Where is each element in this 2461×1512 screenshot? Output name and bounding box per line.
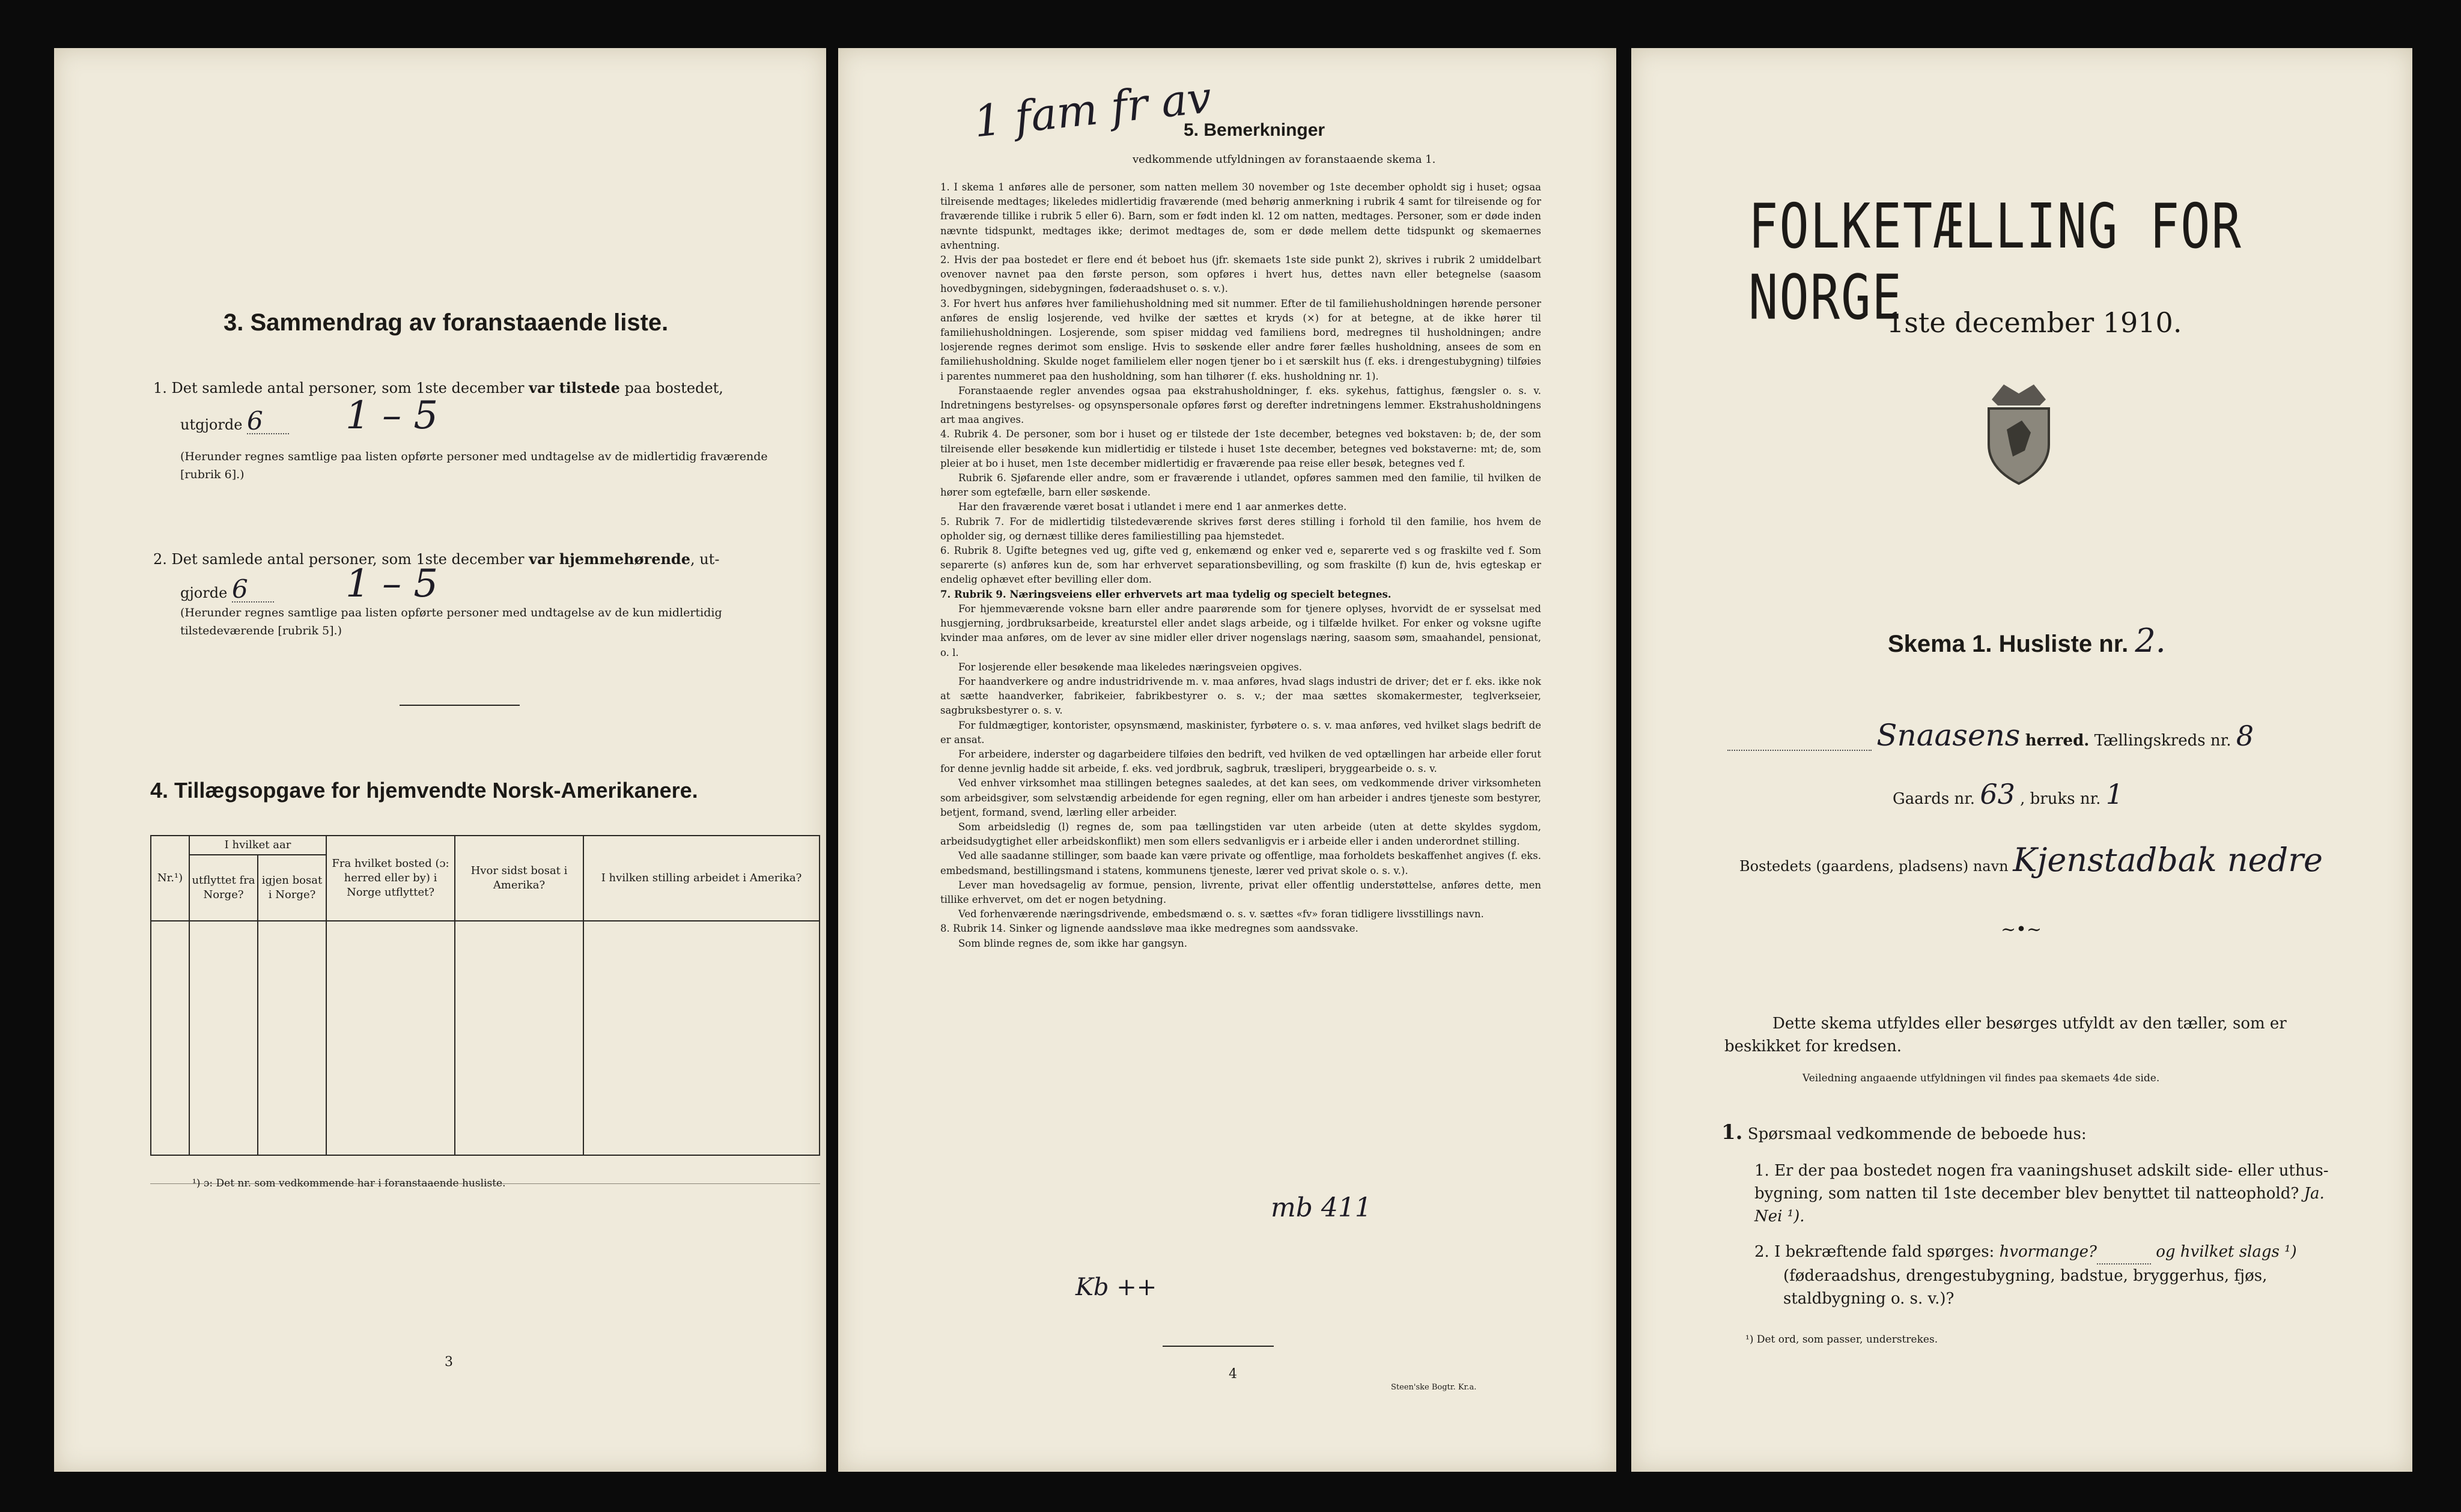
remark: For hjemmeværende voksne barn eller andre paarørende som for tjenere oplyses, hvorvidt de er sysselsat med husgjerning, jordbruksarbeide, kreaturstel eller andet slags arbeide, og i tilfælde hvilket. For enker og voksne ugifte kvinder maa anføres, om de lever av sine midler eller driver nogenslags næring, saasom søm, smaahandel, pensionat, o. l. [940, 603, 1541, 658]
item1-text-b: paa bostedet, [619, 380, 723, 396]
remark: 4. Rubrik 4. De personer, som bor i huset og er tilstede der 1ste december, betegnes ved bokstaven: b; de, der som tilreisende eller besøkende kun midlertidig er tilstede i huset 1ste december, betegnes ved bokstaverne: mt; de, som pleier at bo i huset, men 1ste december midlertidig er fraværende paa reise eller besøk, betegnes ved f. [940, 428, 1541, 469]
col-nr: Nr.¹) [151, 836, 189, 921]
remark: 3. For hvert hus anføres hver familiehusholdning med sit nummer. Efter de til familiehusholdningen hørende personer anføres de enslig losjerende, ved hvilke der sættes et kryds (×) for at betegne, at de ikke hører til familiehusholdningen. Losjerende, som spiser middag ved familiens bord, medregnes til husholdningen; andre losjerende regnes derimot som enslige. Hvis to søskende eller andre fører fælles husholdning, ansees de som en familiehusholdning. Skulde noget familielem eller nogen tjener bo i et særskilt hus (f. eks. i drengestubygning) tilføies i parentes nummeret paa den husholdning, som han tilhører (f. eks. husholdning nr. 1). [940, 297, 1541, 382]
divider [400, 705, 520, 706]
remark: 8. Rubrik 14. Sinker og lignende aandssløve maa ikke medregnes som aandssvake. [940, 923, 1358, 935]
remark: Ved enhver virksomhet maa stillingen betegnes saaledes, at det kan sees, om vedkommende driver virksomheten som arbeidsgiver, som selvstændig arbeidende for egen regning, eller om han arbeider i andres tjeneste som bestyrer, betjent, formand, svend, lærling eller arbeider. [940, 777, 1541, 818]
q2-hvormange: hvormange? [1999, 1243, 2097, 1261]
remark: 7. Rubrik 9. Næringsveiens eller erhvervets art maa tydelig og specielt betegnes. [940, 588, 1392, 600]
table-cell[interactable] [326, 921, 455, 1155]
remark: 1. I skema 1 anføres alle de personer, som natten mellem 30 november og 1ste december opholdt sig i huset; ogsaa tilreisende medtages; likeledes midlertidig fraværende (med behørig anmerkning i rubrik 4 samt for tilreisende og for fraværende tillike i rubrik 5 eller 6). Barn, som er født inden kl. 12 om natten, medtages. Personer, som er døde inden nævnte tidspunkt, medtages ikke; derimot medtages de, som er døde mellem dette tidspunkt og skemaernes avhentning. [940, 181, 1541, 251]
remark: For arbeidere, inderster og dagarbeidere tilføies den bedrift, ved hvilken de ved optællingen har arbeide eller forut for denne jevnlig hadde sit arbeide, f. eks. ved jordbruk, sagbruk, træsliperi, bryggearbeide o. s. v. [940, 748, 1541, 775]
q1-answer: Ja. Nei ¹). [1754, 1185, 2325, 1225]
remark: 6. Rubrik 8. Ugifte betegnes ved ug, gifte ved g, enkemænd og enker ved e, separerte ved s og fraskilte ved f. Som separerte (s) anføres kun de, som har erhvervet separationsbevilling, og som fraskilte (f) kun de, hvis egteskap er endelig ophævet efter bevilling eller dom. [940, 545, 1541, 586]
q2-text: 2. I bekræftende fald spørges: [1754, 1243, 2000, 1261]
section4-heading: 4. Tillægsopgave for hjemvendte Norsk-Amerikanere. [150, 778, 698, 803]
remark: For losjerende eller besøkende maa likeledes næringsveien opgives. [958, 661, 1302, 673]
divider [1163, 1346, 1274, 1347]
item2-text-b: , ut- [690, 551, 720, 568]
coat-of-arms-icon [1980, 378, 2058, 487]
item1-label: utgjorde [180, 416, 243, 433]
bosted-value: Kjenstadbak nedre [2013, 841, 2323, 879]
table-body [151, 921, 820, 1155]
guidance-text: Veiledning angaaende utfyldningen vil findes paa skemaets 4de side. [1802, 1072, 2160, 1084]
bosted-label: Bostedets (gaardens, pladsens) navn [1739, 858, 2009, 875]
schema-label: Skema 1. Husliste nr. [1888, 631, 2129, 657]
remark: Som arbeidsledig (l) regnes de, som paa tællingstiden var uten arbeide (uten at dette skyldes sygdom, arbeidsudygtighet eller arbeidskonflikt) men som ellers sedvanligvis er i arbeide eller i anden underordnet stilling. [940, 821, 1541, 848]
remarks-list [940, 180, 1541, 951]
herred-line [1727, 718, 2254, 753]
remark: Lever man hovedsagelig av formue, pension, livrente, privat eller offentlig understøttelse, anføres dette, men tillike erhvervet, om det er nogen betydning. [940, 879, 1541, 905]
item2-bold: var hjemmehørende [529, 550, 690, 568]
table-cell[interactable] [258, 921, 326, 1155]
kreds-label: Tællingskreds nr. [2094, 732, 2231, 750]
remark: Rubrik 6. Sjøfarende eller andre, som er fraværende i utlandet, opføres sammen med den familie, til hvilken de hører som egtefælle, barn eller søskende. [940, 472, 1541, 499]
table-cell[interactable] [189, 921, 258, 1155]
right-page [1631, 48, 2412, 1472]
herred-label: herred. [2025, 732, 2090, 750]
schema-line [1888, 622, 2166, 660]
remark: Ved alle saadanne stillinger, som baade kan være private og offentlige, maa forholdets beskaffenhet angives (f. eks. embedsmand, bestillingsmand i statens, kommunens tjeneste, lærer ved privat skole o. s. v.). [940, 850, 1541, 876]
handwritten-annotation: mb 411 [1271, 1192, 1372, 1223]
col-last-residence: Hvor sidst bosat i Amerika? [455, 836, 583, 921]
intro-text: Dette skema utfyldes eller besørges utfyldt av den tæller, som er beskikket for kredsen. [1724, 1015, 2287, 1055]
left-page [54, 48, 826, 1472]
bemerkninger-subheading: vedkommende utfyldningen av foranstaaende skema 1. [1133, 153, 1436, 166]
remark: Ved forhenværende næringsdrivende, embedsmænd o. s. v. sættes «fv» foran tidligere livsstillings navn. [958, 908, 1484, 920]
section3-item1 [153, 375, 784, 401]
item2-text: 2. Det samlede antal personer, som 1ste december [153, 551, 529, 568]
remark: Har den fraværende været bosat i utlandet i mere end 1 aar anmerkes dette. [958, 501, 1347, 513]
section3-item2 [153, 547, 784, 572]
bemerkninger-heading: 5. Bemerkninger [1184, 120, 1325, 140]
printer-imprint: Steen'ske Bogtr. Kr.a. [1391, 1383, 1477, 1392]
question-1 [1754, 1159, 2343, 1228]
item2-gjorde [180, 574, 274, 606]
remark: Foranstaaende regler anvendes ogsaa paa ekstrahusholdninger, f. eks. sykehus, fattighus, fængsler o. s. v. Indretningens bestyrelses- og opsynspersonale opføres først og derefter indretningens lemmer. Ekstrahusholdningens art maa angives. [940, 384, 1541, 426]
herred-value: Snaasens [1876, 718, 2021, 753]
item2-range: 1 – 5 [345, 562, 439, 606]
page-number: 4 [1229, 1367, 1237, 1382]
remark: 2. Hvis der paa bostedet er flere end ét beboet hus (jfr. skemaets 1ste side punkt 2), skrives i rubrik 2 umiddelbart ovenover navnet paa den første person, som opføres i hvert hus, dettes navn eller betegnelse (saasom hovedbygningen, sidebygningen, føderaadshuset o. s. v.). [940, 254, 1541, 295]
gaards-line [1893, 778, 2123, 810]
q-number: 1. [1721, 1120, 1743, 1144]
census-title: FOLKETÆLLING FOR NORGE [1748, 191, 2242, 334]
q2-slags: og hvilket slags ¹) [2150, 1243, 2297, 1261]
ornament: ~•~ [2001, 919, 2042, 940]
item1-text: 1. Det samlede antal personer, som 1ste december [153, 380, 529, 396]
husliste-nr: 2. [2135, 622, 2166, 660]
remark: For haandverkere og andre industridrivende m. v. maa anføres, hvad slags industri de driver; det er f. eks. ikke nok at sætte haandverker, fabrikeier, fabrikbestyrer o. s. v.; der maa sættes skomakermester, teglverkseier, sagbruksbestyrer o. s. v. [940, 675, 1541, 717]
item2-value: 6 [232, 577, 274, 603]
section4-footnote: ¹) ɔ: Det nr. som vedkommende har i foranstaaende husliste. [192, 1177, 506, 1189]
table-cell[interactable] [455, 921, 583, 1155]
bruks-value: 1 [2105, 778, 2123, 810]
kreds-value: 8 [2236, 720, 2254, 752]
col-from-where: Fra hvilket bosted (ɔ: herred eller by) i Norge utflyttet? [326, 836, 455, 921]
gaards-value: 63 [1980, 778, 2015, 810]
remark: Som blinde regnes de, som ikke har gangsyn. [958, 937, 1187, 949]
col-year-group: I hvilket aar [189, 836, 326, 855]
handwritten-note: 1 fam fr av [971, 71, 1214, 147]
census-date: 1ste december 1910. [1887, 306, 2182, 339]
item1-value: 6 [247, 408, 289, 434]
table-cell[interactable] [583, 921, 820, 1155]
page-number: 3 [445, 1355, 453, 1370]
handwritten-annotation: Kb ++ [1075, 1274, 1157, 1301]
item1-note: (Herunder regnes samtlige paa listen opførte personer med undtagelse av de midlertidig fraværende [rubrik 6].) [180, 450, 768, 481]
middle-page [838, 48, 1616, 1472]
gaards-label: Gaards nr. [1893, 790, 1976, 808]
item1-range: 1 – 5 [345, 393, 439, 438]
norsk-amerikanere-table [150, 835, 820, 1156]
questions-heading [1721, 1120, 2087, 1144]
col-returned: igjen bosat i Norge? [258, 855, 326, 921]
item1-bold: var tilstede [529, 379, 620, 396]
q-heading-text: Spørsmaal vedkommende de beboede hus: [1747, 1125, 2087, 1143]
question-2 [1754, 1240, 2343, 1310]
col-position: I hvilken stilling arbeidet i Amerika? [583, 836, 820, 921]
table-cell[interactable] [151, 921, 189, 1155]
item2-note: (Herunder regnes samtlige paa listen opførte personer med undtagelse av de kun midlertidig tilstedeværende [rubrik 5].) [180, 606, 722, 637]
item1-utgjorde [180, 408, 289, 437]
col-emigrated: utflyttet fra Norge? [189, 855, 258, 921]
bruks-label: , bruks nr. [2020, 790, 2101, 808]
q2-details: (føderaadshus, drengestubygning, badstue, bryggerhus, fjøs, staldbygning o. s. v.)? [1783, 1267, 2268, 1308]
section3-heading: 3. Sammendrag av foranstaaende liste. [224, 309, 669, 336]
footnote: ¹) Det ord, som passer, understrekes. [1745, 1334, 1938, 1346]
item2-label: gjorde [180, 584, 228, 601]
remark: For fuldmægtiger, kontorister, opsynsmænd, maskinister, fyrbøtere o. s. v. maa anføres, ved hvilket slags bedrift de er ansat. [940, 719, 1541, 745]
bosted-line [1739, 841, 2323, 879]
q1-text: 1. Er der paa bostedet nogen fra vaaningshuset adskilt side- eller uthus-bygning, som natten til 1ste december blev benyttet til natteophold? [1754, 1162, 2329, 1203]
remark: 5. Rubrik 7. For de midlertidig tilstedeværende skrives først deres stilling i forhold til den familie, hos hvem de opholder sig, og dernæst tillike deres familiestilling paa hjemstedet. [940, 515, 1541, 542]
